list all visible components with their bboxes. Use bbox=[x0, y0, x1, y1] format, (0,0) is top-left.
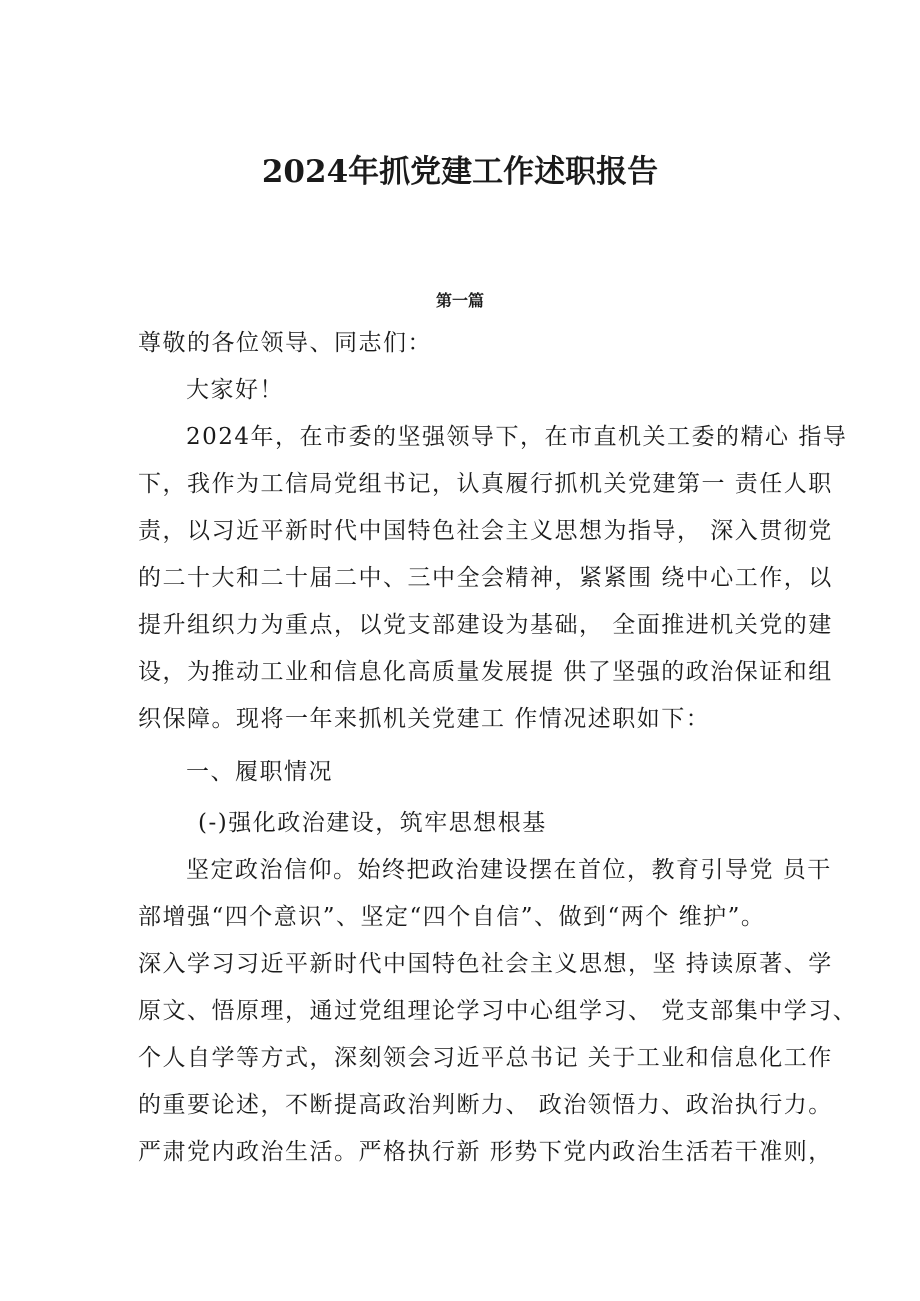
paragraph-line: 织保障。现将一年来抓机关党建工 作情况述职如下： bbox=[138, 706, 711, 732]
heading-level-1: 一、履职情况 bbox=[186, 759, 333, 785]
paragraph-line: 的重要论述，不断提高政治判断力、 政治领悟力、政治执行力。 bbox=[138, 1092, 833, 1118]
paragraph-line: 的二十大和二十届二中、三中全会精神，紧紧围 绕中心工作，以 bbox=[138, 565, 833, 591]
paragraph-line: 责，以习近平新时代中国特色社会主义思想为指导， 深入贯彻党 bbox=[138, 518, 833, 544]
paragraph-line: 设，为推动工业和信息化高质量发展提 供了坚强的政治保证和组 bbox=[138, 659, 833, 685]
paragraph-line: 2024年，在市委的坚强领导下，在市直机关工委的精心 指导 bbox=[186, 424, 848, 450]
document-title: 2024年抓党建工作述职报告 bbox=[261, 154, 659, 190]
paragraph-line: 原文、悟原理，通过党组理论学习中心组学习、 党支部集中学习、 bbox=[138, 998, 858, 1024]
section-label: 第一篇 bbox=[435, 291, 484, 310]
paragraph-line: 部增强“四个意识”、坚定“四个自信”、做到“两个 维护”。 bbox=[138, 904, 766, 930]
paragraph-line: 严肃党内政治生活。严格执行新 形势下党内政治生活若干准则， bbox=[138, 1139, 833, 1165]
paragraph-line: 提升组织力为重点，以党支部建设为基础， 全面推进机关党的建 bbox=[138, 612, 833, 638]
paragraph-line: 坚定政治信仰。始终把政治建设摆在首位，教育引导党 员干 bbox=[186, 857, 832, 883]
paragraph-line: 下，我作为工信局党组书记，认真履行抓机关党建第一 责任人职 bbox=[138, 471, 833, 497]
salutation: 尊敬的各位领导、同志们： bbox=[138, 330, 432, 356]
greeting: 大家好！ bbox=[186, 377, 284, 403]
paragraph-line: 个人自学等方式，深刻领会习近平总书记 关于工业和信息化工作 bbox=[138, 1045, 833, 1071]
paragraph-line: 深入学习习近平新时代中国特色社会主义思想，坚 持读原著、学 bbox=[138, 951, 833, 977]
heading-level-2: (-)强化政治建设，筑牢思想根基 bbox=[198, 810, 547, 836]
